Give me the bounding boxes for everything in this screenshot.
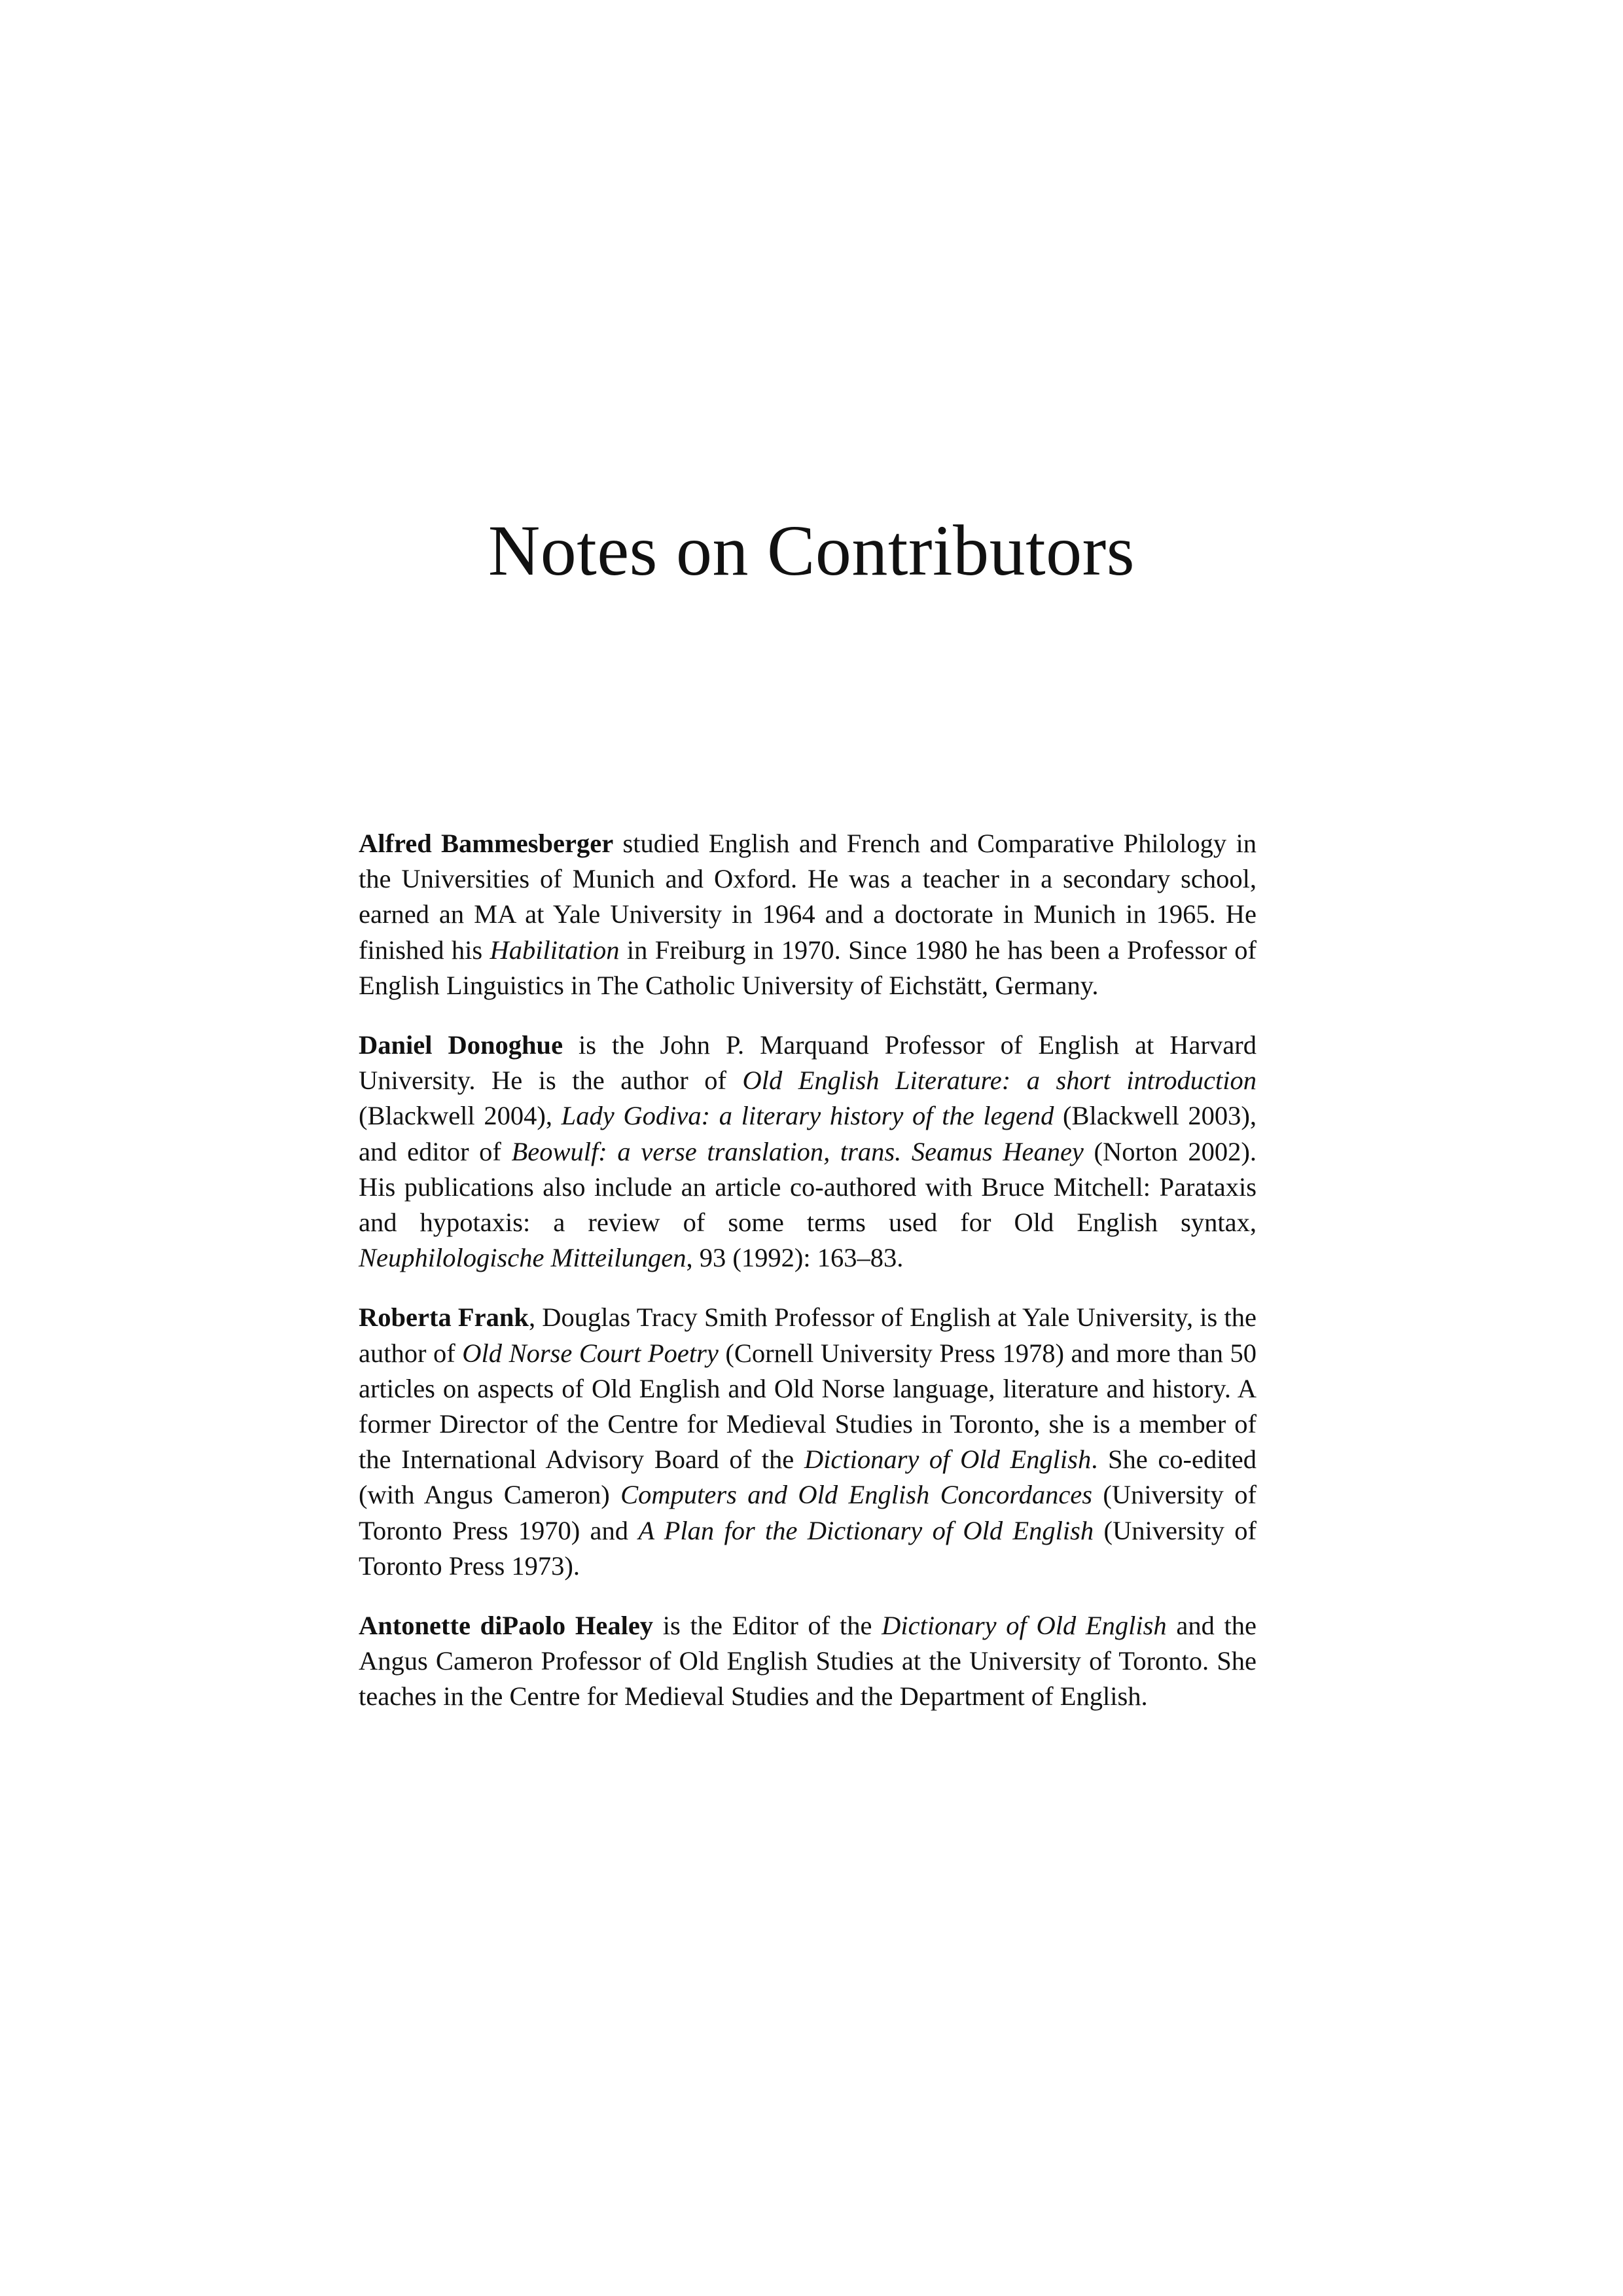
italic-title-text: A Plan for the Dictionary of Old English — [638, 1515, 1094, 1545]
contributor-name: Alfred Bammesberger — [359, 829, 614, 858]
italic-title-text: Old English Literature: a short introduction — [742, 1066, 1257, 1096]
contributor-entry — [359, 1028, 1257, 1276]
bio-text: (Blackwell 2003), and editor of — [359, 1101, 1257, 1166]
bio-text: (Blackwell 2004), — [359, 1101, 562, 1131]
italic-title-text: Old Norse Court Poetry — [462, 1338, 719, 1368]
bio-text: . She co-edited (with Angus Cameron) — [359, 1444, 1257, 1510]
italic-title-text: Neuphilologische Mitteilungen — [359, 1243, 687, 1273]
contributor-entry — [359, 1300, 1257, 1584]
contributor-entry — [359, 1608, 1257, 1715]
contributor-name: Antonette diPaolo Healey — [359, 1611, 654, 1641]
contributor-name: Roberta Frank — [359, 1302, 529, 1333]
bio-text: , 93 (1992): 163–83. — [686, 1243, 904, 1273]
italic-title-text: Beowulf: a verse translation, trans. Seamus Heaney — [511, 1136, 1084, 1166]
bio-text: in Freiburg in 1970. Since 1980 he has been a Professor of English Linguistics in The Catholic University of Eichstätt, Germany. — [359, 935, 1257, 1000]
bio-text: studied English and French and Comparative Philology in the Universities of Munich and Oxford. He was a teacher in a secondary school, earned an MA at Yale University in 1964 and a doctorate in Munich in 1965. He finished his — [359, 829, 1257, 965]
bio-text: is the John P. Marquand Professor of English at Harvard University. He is the author of — [359, 1030, 1257, 1096]
bio-text: (University of Toronto Press 1973). — [359, 1515, 1257, 1581]
italic-title-text: Dictionary of Old English — [882, 1611, 1167, 1641]
contributor-entry — [359, 826, 1257, 1003]
italic-title-text: Habilitation — [490, 935, 620, 965]
contributor-name: Daniel Donoghue — [359, 1030, 563, 1060]
italic-title-text: Computers and Old English Concordances — [620, 1480, 1093, 1510]
bio-text: , Douglas Tracy Smith Professor of English at Yale University, is the author of — [359, 1302, 1257, 1368]
bio-text: (Norton 2002). His publications also include an article co-authored with Bruce Mitchell: Parataxis and hypotaxis: a review of some terms used for Old English syntax, — [359, 1136, 1257, 1238]
contributor-list — [359, 826, 1257, 1739]
italic-title-text: Lady Godiva: a literary history of the legend — [561, 1101, 1054, 1131]
bio-text: (University of Toronto Press 1970) and — [359, 1480, 1257, 1545]
bio-text: is the Editor of the — [653, 1611, 882, 1641]
bio-text: and the Angus Cameron Professor of Old English Studies at the University of Toronto. She teaches in the Centre for Medieval Studies and the Department of English. — [359, 1611, 1257, 1712]
italic-title-text: Dictionary of Old English — [804, 1444, 1092, 1475]
page-title: Notes on Contributors — [488, 511, 1135, 590]
bio-text: (Cornell University Press 1978) and more than 50 articles on aspects of Old English and Old Norse language, literature and history. A former Director of the Centre for Medieval Studies in Toronto, she is a member of the International Advisory Board of the — [359, 1338, 1257, 1475]
